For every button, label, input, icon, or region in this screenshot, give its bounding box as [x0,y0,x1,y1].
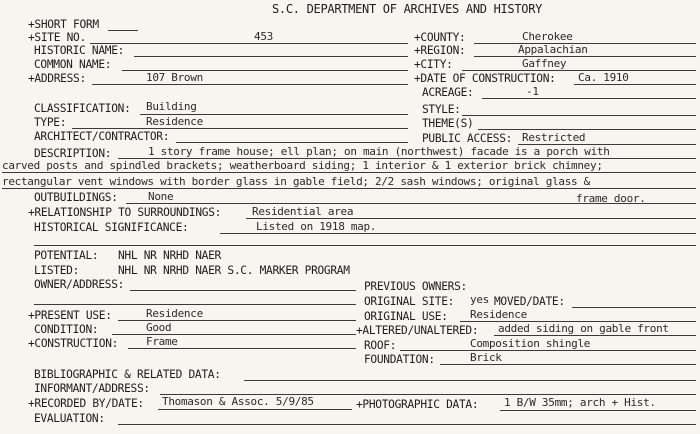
roof-label: ROOF: [364,339,397,352]
form-header: S.C. DEPARTMENT OF ARCHIVES AND HISTORY [272,2,543,16]
foundation-label: FOUNDATION: [364,353,435,366]
address-value: 107 Brown [146,71,203,84]
bibliographic-line [244,380,696,381]
classification-label: CLASSIFICATION: [34,102,131,115]
potential-options: NHL NR NRHD NAER [118,249,221,262]
type-value: Residence [146,115,203,128]
date-construction-line [574,84,696,85]
relationship-line [246,218,696,219]
outbuildings-line [126,203,696,204]
photographic-label: +PHOTOGRAPHIC DATA: [356,398,479,411]
owner-address-line-2 [34,304,356,305]
listed-options: NHL NR NRHD NAER S.C. MARKER PROGRAM [118,264,350,277]
foundation-line [440,364,696,365]
style-label: STYLE: [422,103,461,116]
region-label: +REGION: [414,44,466,57]
historic-name-label: HISTORIC NAME: [34,44,125,57]
short-form-line [108,30,138,31]
owner-address-line [130,290,356,291]
altered-value: added siding on gable front [498,322,669,335]
address-line [92,84,408,85]
acreage-line [482,98,696,99]
significance-value: Listed on 1918 map. [256,220,377,233]
previous-owners-label: PREVIOUS OWNERS: [364,280,467,293]
outbuildings-value: None [148,190,174,203]
address-label: +ADDRESS: [28,72,86,85]
description-label: DESCRIPTION: [34,147,112,160]
evaluation-label: EVALUATION: [34,412,105,425]
description-line-3: rectangular vent windows with border glass in gable field; 2/2 sash windows; original glass & [2,175,590,188]
relationship-label: +RELATIONSHIP TO SURROUNDINGS: [28,206,222,219]
description-line-1: 1 story frame house; ell plan; on main (northwest) facade is a porch with [148,145,610,158]
style-line [462,115,696,116]
altered-label: +ALTERED/UNALTERED: [356,324,479,337]
original-site-label: ORIGINAL SITE: [364,295,455,308]
significance-line-2 [34,245,696,246]
evaluation-line [118,424,696,425]
region-value: Appalachian [518,43,588,56]
construction-label: +CONSTRUCTION: [28,337,119,350]
site-no-label: +SITE NO. [28,31,86,44]
original-use-value: Residence [470,308,527,321]
moved-date-line [572,307,696,308]
site-no-value: 453 [254,30,273,43]
architect-line [176,142,408,143]
photographic-value: 1 B/W 35mm; arch + Hist. [504,396,656,409]
recorded-by-value: Thomason & Assoc. 5/9/85 [162,395,314,408]
date-construction-label: +DATE OF CONSTRUCTION: [414,72,556,85]
classification-value: Building [146,100,197,113]
photographic-line [500,410,696,411]
owner-address-label: OWNER/ADDRESS: [34,278,125,291]
short-form-label: +SHORT FORM [28,18,99,31]
roof-value: Composition shingle [470,337,591,350]
construction-line [128,348,356,349]
significance-label: HISTORICAL SIGNIFICANCE: [34,221,189,234]
condition-value: Good [146,321,172,334]
outbuildings-label: OUTBUILDINGS: [34,191,118,204]
region-line [474,56,696,57]
recorded-by-line [158,409,352,410]
recorded-by-label: +RECORDED BY/DATE: [28,397,144,410]
listed-label: LISTED: [34,264,80,277]
county-label: +COUNTY: [414,31,466,44]
site-no-line [90,43,408,44]
theme-label: THEME(S) [422,117,474,130]
condition-label: CONDITION: [34,323,99,336]
acreage-label: ACREAGE: [422,86,474,99]
architect-label: ARCHITECT/CONTRACTOR: [34,130,170,143]
description-line-4: frame door. [576,192,646,205]
description-rule-2 [2,172,696,173]
relationship-value: Residential area [252,205,354,218]
common-name-label: COMMON NAME: [34,58,112,71]
present-use-value: Residence [146,307,203,320]
county-value: Cherokee [522,30,573,43]
public-access-value: Restricted [522,131,586,144]
original-site-value: yes [470,293,489,306]
moved-date-label: MOVED/DATE: [494,295,565,308]
date-construction-value: Ca. 1910 [578,71,629,84]
type-label: TYPE: [34,116,67,129]
construction-value: Frame [146,335,178,348]
significance-line [220,233,696,234]
potential-label: POTENTIAL: [34,249,99,262]
bibliographic-label: BIBLIOGRAPHIC & RELATED DATA: [34,368,221,381]
city-label: +CITY: [414,58,453,71]
present-use-label: +PRESENT USE: [28,309,112,322]
description-rule-3 [2,188,696,189]
historic-name-line [134,56,408,57]
altered-line [494,335,696,336]
informant-label: INFORMANT/ADDRESS: [34,382,150,395]
type-line [72,128,408,129]
foundation-value: Brick [470,351,502,364]
original-use-label: ORIGINAL USE: [364,310,448,323]
description-line-2: carved posts and spindled brackets; weatherboard siding; 1 interior & 1 exterior brick chimney; [2,159,603,172]
public-access-label: PUBLIC ACCESS: [422,132,513,145]
roof-line [400,350,696,351]
city-value: Gaffney [522,57,567,70]
acreage-value: -1 [526,85,539,98]
theme-line [478,129,696,130]
